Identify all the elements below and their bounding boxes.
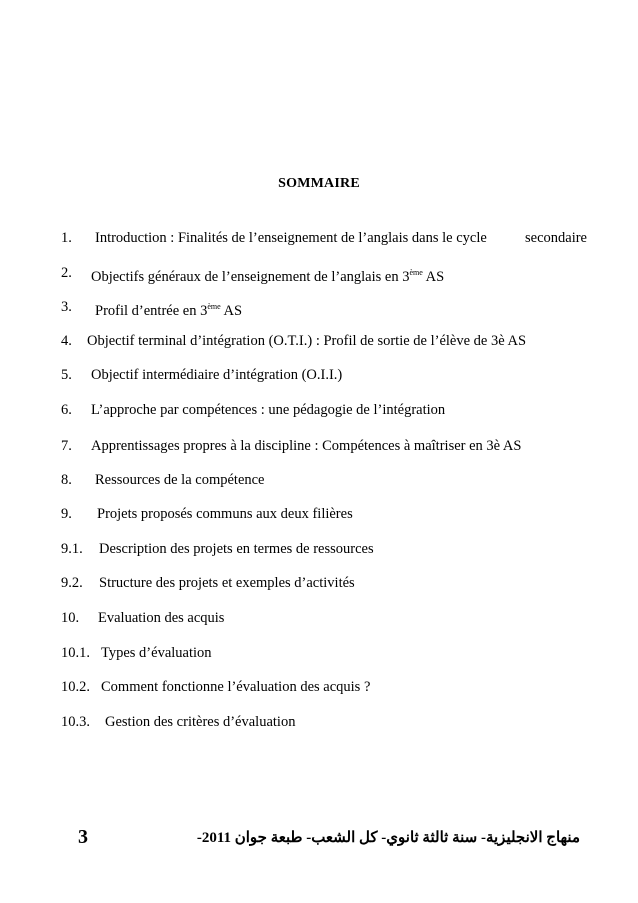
toc-title-superscript: ème bbox=[207, 302, 221, 311]
toc-title-superscript: ème bbox=[409, 268, 423, 277]
toc-entry-9-2 bbox=[61, 574, 355, 592]
toc-entry-3 bbox=[61, 298, 243, 319]
toc-title: Objectif intermédiaire d’intégration (O.I.I.) bbox=[91, 367, 343, 383]
toc-entry-10 bbox=[61, 609, 225, 627]
toc-entry-8 bbox=[61, 471, 265, 489]
toc-title: Apprentissages propres à la discipline : Compétences à maîtriser en 3è AS bbox=[91, 438, 522, 454]
toc-number: 3. bbox=[61, 299, 72, 315]
toc-entry-10-2 bbox=[61, 678, 371, 696]
toc-entry-9 bbox=[61, 505, 353, 523]
toc-title-part: Profil d’entrée en 3 bbox=[95, 303, 208, 319]
toc-title-part: AS bbox=[422, 269, 445, 285]
toc-number: 2. bbox=[61, 265, 72, 281]
footer-running-text: منهاج الانجليزية- سنة ثالثة ثانوي- كل الشعب- طبعة جوان 2011- bbox=[196, 830, 580, 846]
toc-entry-10-1 bbox=[61, 644, 212, 662]
toc-title-part: Objectifs généraux de l’enseignement de l’anglais en 3 bbox=[91, 269, 410, 285]
toc-number: 6. bbox=[61, 402, 72, 418]
toc-number: 9.2. bbox=[61, 575, 83, 591]
toc-number: 1. bbox=[61, 230, 72, 246]
toc-title: Evaluation des acquis bbox=[98, 610, 225, 626]
toc-entry-7 bbox=[61, 437, 522, 455]
toc-entry-5 bbox=[61, 366, 343, 384]
toc-title: Types d’évaluation bbox=[101, 645, 212, 661]
toc-title: Objectif terminal d’intégration (O.T.I.) : Profil de sortie de l’élève de 3è AS bbox=[87, 333, 527, 349]
toc-number: 10. bbox=[61, 610, 80, 626]
page-title: SOMMAIRE bbox=[278, 176, 360, 191]
toc-title: Comment fonctionne l’évaluation des acquis ? bbox=[101, 679, 371, 695]
toc-entry-4 bbox=[61, 332, 527, 350]
toc-title: L’approche par compétences : une pédagogie de l’intégration bbox=[91, 402, 446, 418]
toc-number: 10.1. bbox=[61, 645, 90, 661]
toc-title bbox=[91, 264, 444, 286]
toc-title: Introduction : Finalités de l’enseignement de l’anglais dans le cycle bbox=[95, 230, 487, 246]
toc-entry-1 bbox=[61, 229, 587, 247]
toc-title: Ressources de la compétence bbox=[95, 472, 265, 488]
toc-title: Projets proposés communs aux deux filières bbox=[97, 506, 353, 522]
toc-title-continuation: secondaire bbox=[525, 230, 587, 246]
toc-entry-6 bbox=[61, 401, 446, 419]
toc-title-part: AS bbox=[220, 303, 243, 319]
toc-number: 4. bbox=[61, 333, 72, 349]
toc-title: Structure des projets et exemples d’activités bbox=[99, 575, 355, 591]
toc-title: Gestion des critères d’évaluation bbox=[105, 714, 296, 730]
toc-number: 5. bbox=[61, 367, 72, 383]
toc-number: 10.3. bbox=[61, 714, 90, 730]
page-number: 3 bbox=[78, 826, 88, 848]
toc-number: 9.1. bbox=[61, 541, 83, 557]
toc-entry-2 bbox=[61, 264, 445, 285]
toc-title: Description des projets en termes de ressources bbox=[99, 541, 374, 557]
toc-number: 7. bbox=[61, 438, 72, 454]
toc-title bbox=[95, 298, 242, 320]
toc-number: 9. bbox=[61, 506, 72, 522]
toc-entry-10-3 bbox=[61, 713, 296, 731]
toc-number: 8. bbox=[61, 472, 72, 488]
toc-entry-9-1 bbox=[61, 540, 374, 558]
toc-number: 10.2. bbox=[61, 679, 90, 695]
